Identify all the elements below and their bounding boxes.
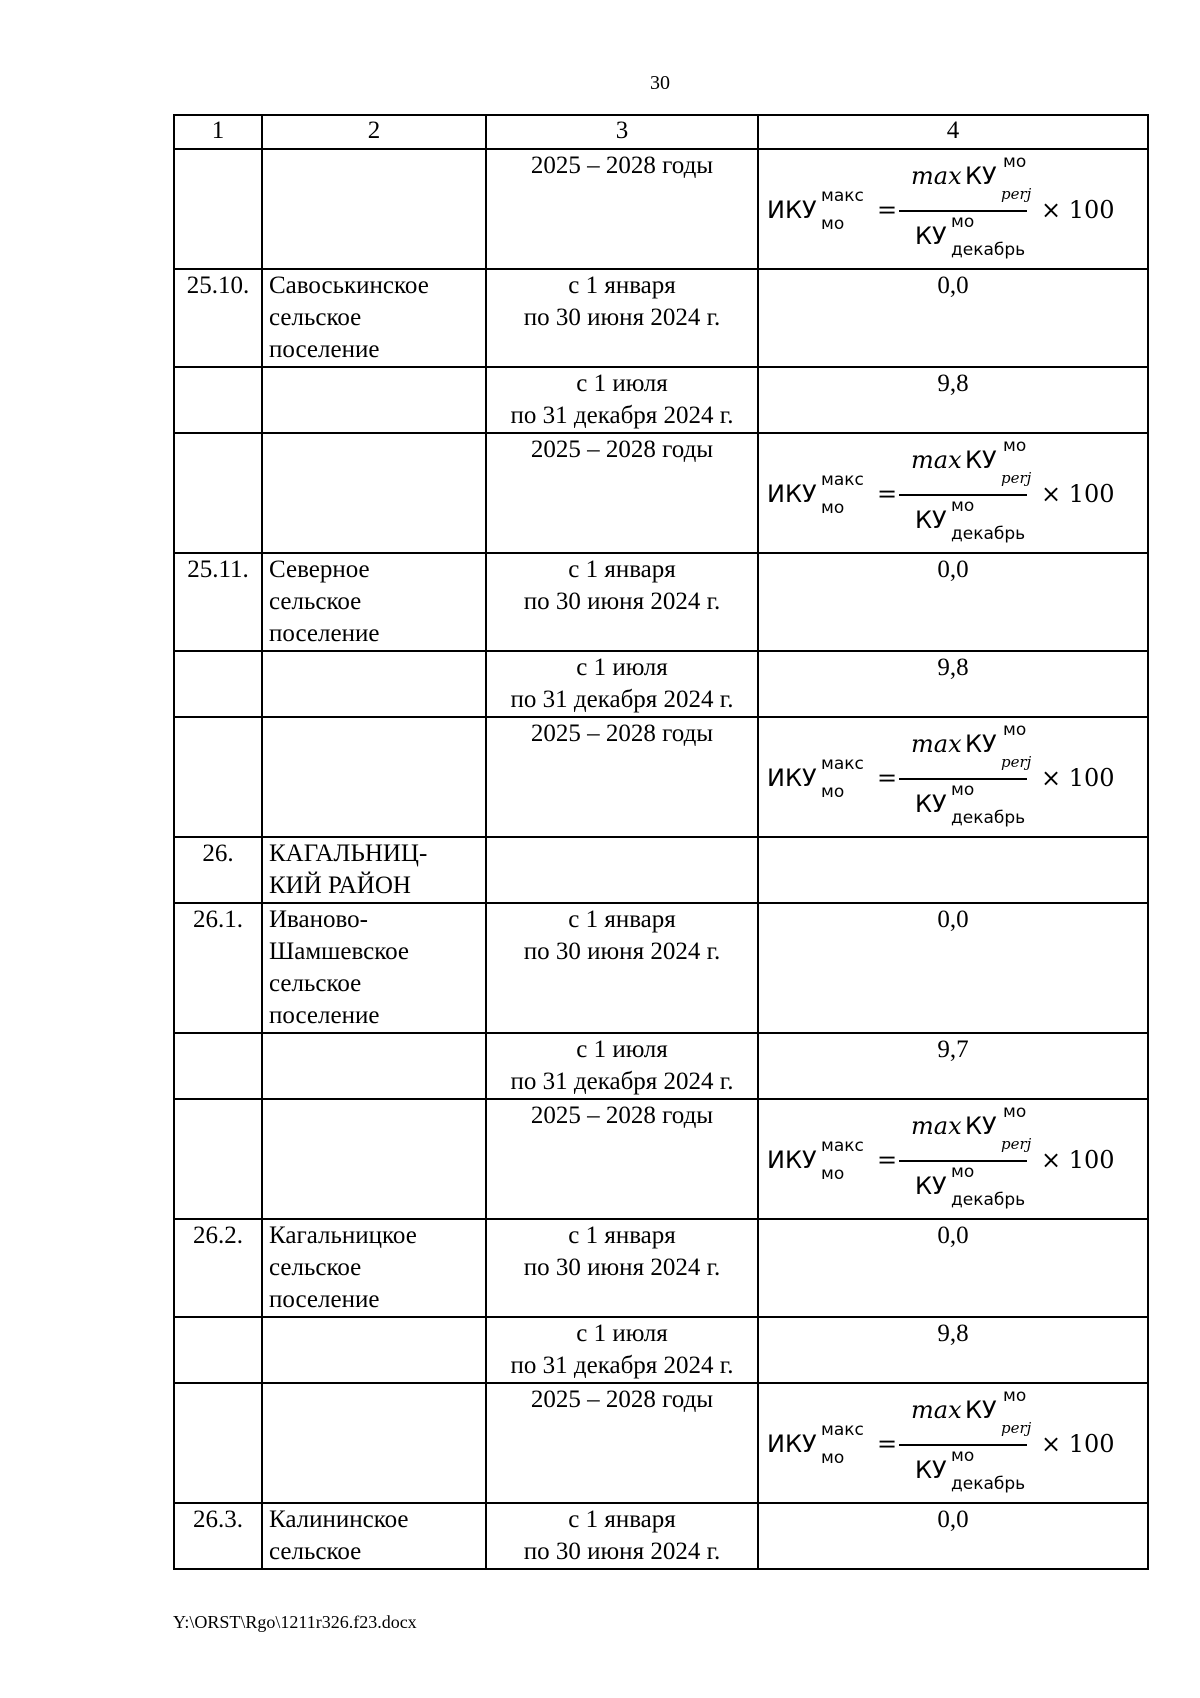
ratio-formula: [759, 718, 1147, 836]
fraction-bar: [899, 1444, 1027, 1446]
period-line: по 30 июня 2024 г.: [523, 938, 721, 965]
settlement-name-line: Северное: [269, 556, 370, 583]
period: 2025 – 2028 годы: [486, 1383, 758, 1503]
header-cell-4: 4: [758, 115, 1148, 149]
formula-den-sup: мо: [951, 496, 975, 516]
period: 2025 – 2028 годы: [486, 717, 758, 837]
period-line: по 31 декабря 2024 г.: [510, 402, 734, 429]
fraction-bar: [899, 210, 1027, 212]
index-formula-cell: [758, 717, 1148, 837]
settlement-name: [262, 269, 486, 367]
formula-num-max: max: [911, 1396, 962, 1424]
formula-lhs-sub: мо: [821, 214, 845, 234]
fraction-bar: [899, 778, 1027, 780]
formula-equals: =: [877, 1146, 898, 1174]
period: [486, 837, 758, 903]
settlement-name-line: Иваново-: [269, 906, 368, 933]
formula-lhs: ИКУ: [767, 764, 817, 792]
settlement-name-line: поселение: [269, 336, 380, 363]
formula-num-sub: perj: [1001, 753, 1032, 771]
formula-den-main: КУ: [915, 222, 947, 250]
formula-lhs: ИКУ: [767, 1430, 817, 1458]
formula-lhs-sup: макс: [821, 1420, 864, 1440]
index-value: 0,0: [758, 553, 1148, 651]
table-row: [174, 717, 1148, 837]
table-row: [174, 1033, 1148, 1099]
formula-lhs-sup: макс: [821, 186, 864, 206]
table-row: [174, 433, 1148, 553]
period-line: по 31 декабря 2024 г.: [510, 686, 734, 713]
table-row: [174, 903, 1148, 1033]
period-line: по 31 декабря 2024 г.: [510, 1352, 734, 1379]
table-row: [174, 553, 1148, 651]
table-row: [174, 367, 1148, 433]
period-line: с 1 января: [568, 906, 676, 933]
formula-num-sup: мо: [1003, 152, 1027, 172]
settlement-name-line: Савоськинское: [269, 272, 429, 299]
settlement-name-line: Шамшевское: [269, 938, 410, 965]
formula-num-sub: perj: [1001, 1135, 1032, 1153]
period: [486, 1503, 758, 1569]
ratio-formula: [759, 150, 1147, 268]
formula-num-max: max: [911, 162, 962, 190]
formula-num-sub: perj: [1001, 1419, 1032, 1437]
row-number: [174, 1099, 262, 1219]
formula-den-sub: декабрь: [951, 1190, 1026, 1210]
formula-lhs-sub: мо: [821, 1448, 845, 1468]
row-number: 25.10.: [174, 269, 262, 367]
period-line: с 1 июля: [576, 654, 668, 681]
row-number: [174, 1033, 262, 1099]
index-value: 0,0: [758, 903, 1148, 1033]
formula-num-sub: perj: [1001, 469, 1032, 487]
row-number: 26.1.: [174, 903, 262, 1033]
settlement-name: [262, 1219, 486, 1317]
formula-lhs-sub: мо: [821, 1164, 845, 1184]
table-row: [174, 651, 1148, 717]
settlement-name: [262, 1099, 486, 1219]
period-line: с 1 января: [568, 556, 676, 583]
settlement-name: [262, 717, 486, 837]
row-number: [174, 367, 262, 433]
formula-times-100: × 100: [1041, 196, 1115, 224]
index-value: 9,8: [758, 367, 1148, 433]
settlement-name: [262, 1383, 486, 1503]
settlement-name: [262, 433, 486, 553]
file-path-footer: Y:\ORST\Rgo\1211r326.f23.docx: [173, 1612, 417, 1632]
formula-lhs-sup: макс: [821, 1136, 864, 1156]
settlement-name: [262, 1317, 486, 1383]
row-number: 26.2.: [174, 1219, 262, 1317]
index-formula-cell: [758, 1383, 1148, 1503]
formula-num-max: max: [911, 446, 962, 474]
formula-den-sup: мо: [951, 1162, 975, 1182]
period-line: по 30 июня 2024 г.: [523, 304, 721, 331]
period-line: с 1 января: [568, 1222, 676, 1249]
settlement-name-line: поселение: [269, 1286, 380, 1313]
header-cell-3: 3: [486, 115, 758, 149]
period-line: с 1 января: [568, 272, 676, 299]
period-line: по 30 июня 2024 г.: [523, 588, 721, 615]
formula-num-sup: мо: [1003, 1102, 1027, 1122]
row-number: 26.3.: [174, 1503, 262, 1569]
fraction-bar: [899, 1160, 1027, 1162]
period: [486, 903, 758, 1033]
settlement-name: [262, 367, 486, 433]
settlement-name: [262, 651, 486, 717]
settlement-name: [262, 1033, 486, 1099]
formula-den-main: КУ: [915, 1172, 947, 1200]
formula-num-main: КУ: [965, 730, 997, 758]
formula-lhs: ИКУ: [767, 1146, 817, 1174]
formula-num-main: КУ: [965, 1112, 997, 1140]
tariff-table: [173, 114, 1149, 1570]
index-value: 0,0: [758, 1219, 1148, 1317]
formula-times-100: × 100: [1041, 480, 1115, 508]
table-row: [174, 1383, 1148, 1503]
row-number: [174, 149, 262, 269]
period: [486, 553, 758, 651]
formula-lhs-sup: макс: [821, 754, 864, 774]
index-value: 0,0: [758, 269, 1148, 367]
formula-den-sup: мо: [951, 1446, 975, 1466]
formula-num-sup: мо: [1003, 1386, 1027, 1406]
period: [486, 269, 758, 367]
period-line: по 30 июня 2024 г.: [523, 1254, 721, 1281]
formula-den-main: КУ: [915, 790, 947, 818]
settlement-name-line: КИЙ РАЙОН: [269, 872, 411, 899]
settlement-name-line: поселение: [269, 1002, 380, 1029]
formula-num-sup: мо: [1003, 436, 1027, 456]
formula-equals: =: [877, 1430, 898, 1458]
settlement-name-line: сельское: [269, 588, 362, 615]
settlement-name: [262, 149, 486, 269]
formula-lhs-sup: макс: [821, 470, 864, 490]
row-number: [174, 1317, 262, 1383]
period: 2025 – 2028 годы: [486, 1099, 758, 1219]
fraction-bar: [899, 494, 1027, 496]
formula-times-100: × 100: [1041, 1430, 1115, 1458]
period-line: с 1 июля: [576, 1320, 668, 1347]
index-value: 9,8: [758, 651, 1148, 717]
row-number: 25.11.: [174, 553, 262, 651]
index-value: 9,8: [758, 1317, 1148, 1383]
settlement-name-line: сельское: [269, 1538, 362, 1565]
table-row: [174, 1219, 1148, 1317]
page-number: 30: [650, 72, 670, 94]
formula-den-sub: декабрь: [951, 808, 1026, 828]
formula-equals: =: [877, 764, 898, 792]
formula-equals: =: [877, 480, 898, 508]
formula-den-sub: декабрь: [951, 524, 1026, 544]
settlement-name: [262, 1503, 486, 1569]
index-value: 9,7: [758, 1033, 1148, 1099]
row-number: [174, 1383, 262, 1503]
formula-num-main: КУ: [965, 162, 997, 190]
formula-num-main: КУ: [965, 446, 997, 474]
row-number: [174, 651, 262, 717]
row-number: 26.: [174, 837, 262, 903]
formula-den-sub: декабрь: [951, 1474, 1026, 1494]
period: [486, 367, 758, 433]
period: 2025 – 2028 годы: [486, 433, 758, 553]
formula-lhs: ИКУ: [767, 480, 817, 508]
index-formula-cell: [758, 149, 1148, 269]
formula-den-main: КУ: [915, 506, 947, 534]
period-line: по 30 июня 2024 г.: [523, 1538, 721, 1565]
formula-times-100: × 100: [1041, 1146, 1115, 1174]
ratio-formula: [759, 434, 1147, 552]
settlement-name-line: Кагальницкое: [269, 1222, 417, 1249]
table-row: [174, 1503, 1148, 1569]
formula-num-max: max: [911, 730, 962, 758]
period: [486, 1033, 758, 1099]
formula-num-max: max: [911, 1112, 962, 1140]
table-row: [174, 149, 1148, 269]
formula-num-main: КУ: [965, 1396, 997, 1424]
formula-lhs-sub: мо: [821, 498, 845, 518]
settlement-name: [262, 837, 486, 903]
table-row: [174, 269, 1148, 367]
index-value: 0,0: [758, 1503, 1148, 1569]
formula-num-sub: perj: [1001, 185, 1032, 203]
period: [486, 651, 758, 717]
header-cell-1: 1: [174, 115, 262, 149]
formula-den-sup: мо: [951, 780, 975, 800]
settlement-name: [262, 553, 486, 651]
header-cell-2: 2: [262, 115, 486, 149]
table-row: [174, 1099, 1148, 1219]
settlement-name-line: сельское: [269, 1254, 362, 1281]
period: [486, 1219, 758, 1317]
formula-lhs-sub: мо: [821, 782, 845, 802]
formula-equals: =: [877, 196, 898, 224]
period: [486, 1317, 758, 1383]
ratio-formula: [759, 1100, 1147, 1218]
row-number: [174, 433, 262, 553]
period-line: с 1 июля: [576, 370, 668, 397]
period-line: с 1 января: [568, 1506, 676, 1533]
table-row: [174, 1317, 1148, 1383]
settlement-name-line: поселение: [269, 620, 380, 647]
settlement-name-line: сельское: [269, 970, 362, 997]
period-line: с 1 июля: [576, 1036, 668, 1063]
index-formula-cell: [758, 433, 1148, 553]
index-value: [758, 837, 1148, 903]
formula-den-sup: мо: [951, 212, 975, 232]
table-header-row: [174, 115, 1148, 149]
settlement-name-line: Калининское: [269, 1506, 409, 1533]
row-number: [174, 717, 262, 837]
settlement-name-line: сельское: [269, 304, 362, 331]
formula-num-sup: мо: [1003, 720, 1027, 740]
index-formula-cell: [758, 1099, 1148, 1219]
ratio-formula: [759, 1384, 1147, 1502]
period-line: по 31 декабря 2024 г.: [510, 1068, 734, 1095]
formula-lhs: ИКУ: [767, 196, 817, 224]
settlement-name: [262, 903, 486, 1033]
formula-den-main: КУ: [915, 1456, 947, 1484]
period: 2025 – 2028 годы: [486, 149, 758, 269]
table-row: [174, 837, 1148, 903]
settlement-name-line: КАГАЛЬНИЦ-: [269, 840, 428, 867]
formula-times-100: × 100: [1041, 764, 1115, 792]
formula-den-sub: декабрь: [951, 240, 1026, 260]
